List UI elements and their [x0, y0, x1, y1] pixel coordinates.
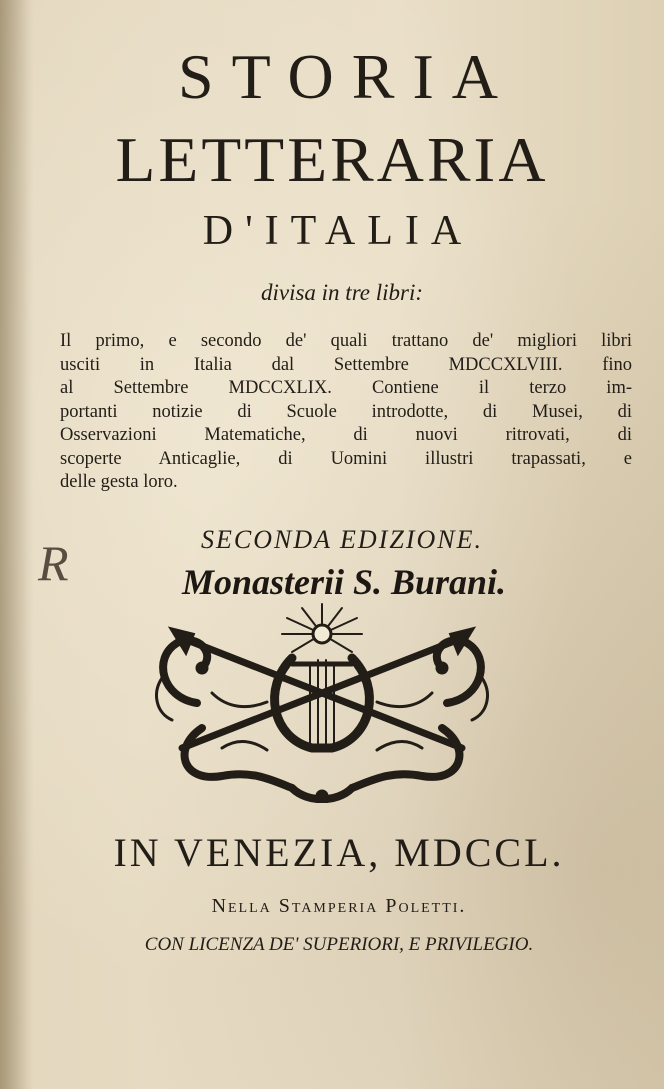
title-line-1: STORIA	[178, 41, 516, 112]
description-line-7: delle gesta loro.	[60, 472, 178, 492]
printers-ornament-icon	[142, 598, 502, 803]
description-line-2: usciti in Italia dal Settembre MDCCXLVIII. fino	[60, 354, 632, 375]
title-line-3: D'ITALIA	[202, 208, 474, 254]
imprint-place-date: IN VENEZIA, MDCCL.	[113, 830, 565, 875]
description-line-6: scoperte Anticaglie, di Uomini illustri trapassati, e	[60, 448, 632, 469]
description-line-1: Il primo, e secondo de' quali trattano de' migliori libri	[60, 331, 632, 351]
edition-label: SECONDA EDIZIONE.	[201, 525, 483, 554]
ownership-inscription: Monasterii S. Burani.	[181, 562, 507, 602]
description-line-3: al Settembre MDCCXLIX. Contiene il terzo im-	[60, 378, 632, 398]
title-line-2: LETTERARIA	[115, 124, 549, 195]
imprint-press: Nella Stamperia Poletti.	[211, 895, 467, 917]
margin-mark: R	[38, 535, 69, 591]
description	[60, 330, 632, 495]
description-line-5: Osservazioni Matematiche, di nuovi ritrovati, di	[60, 425, 632, 445]
description-line-4: portanti notizie di Scuole introdotte, di Musei, di	[60, 401, 632, 422]
imprint-licence: CON LICENZA DE' SUPERIORI, E PRIVILEGIO.	[144, 934, 534, 955]
subtitle: divisa in tre libri:	[260, 280, 424, 305]
